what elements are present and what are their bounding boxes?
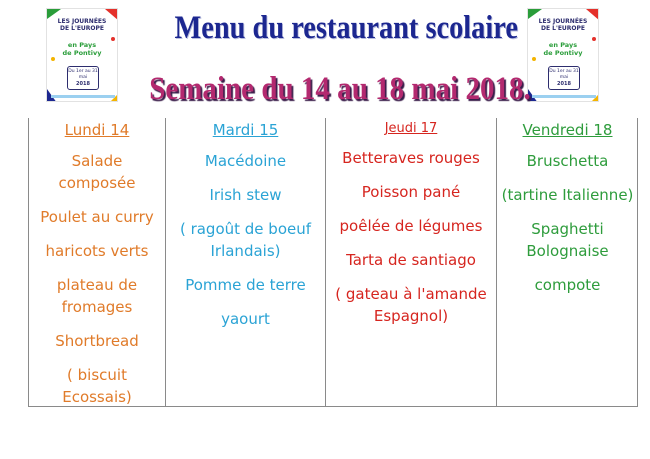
poster-date-badge: Du 1er au 31 mai 2018 (67, 66, 99, 90)
menu-table (28, 118, 638, 407)
dish-item: Spaghetti Bolognaise (526, 220, 609, 260)
poster-subtitle: en Pays de Pontivy (62, 41, 102, 57)
day-heading: Lundi 14 (64, 121, 130, 139)
dish-item: Pomme de terre (185, 276, 306, 294)
dish-item: ( gateau à l'amande Espagnol) (335, 285, 487, 325)
day-heading: Mardi 15 (212, 121, 279, 139)
day-heading: Jeudi 17 (384, 121, 438, 136)
europe-days-poster-left (46, 8, 118, 102)
dish-item: haricots verts (45, 242, 149, 260)
dish-item: compote (534, 276, 601, 294)
dish-item: Irish stew (209, 186, 282, 204)
dish-item: ( ragoût de boeuf Irlandais) (179, 220, 312, 260)
dish-item: Salade composée (58, 152, 136, 192)
day-column-mardi (165, 118, 325, 406)
poster-subtitle: en Pays de Pontivy (543, 41, 583, 57)
dish-item: plateau de fromages (56, 276, 138, 316)
day-column-vendredi (496, 118, 638, 406)
dish-item: Betteraves rouges (342, 149, 480, 167)
poster-date-badge: Du 1er au 31 mai 2018 (548, 66, 580, 90)
dish-item: Macédoine (204, 152, 287, 170)
page-title: Menu du restaurant scolaire (174, 10, 518, 46)
dish-item: Tarta de santiago (346, 251, 476, 269)
dish-item: (tartine Italienne) (501, 186, 634, 204)
dish-item: Poulet au curry (40, 208, 154, 226)
poster-title: LES JOURNÉES DE L'EUROPE (57, 18, 107, 32)
day-heading: Vendredi 18 (522, 121, 613, 139)
dish-item: Poisson pané (361, 183, 461, 201)
day-column-jeudi (325, 118, 496, 406)
day-column-lundi (29, 118, 165, 406)
dish-item: Bruschetta (526, 152, 609, 170)
dish-item: yaourt (221, 310, 270, 328)
dish-item: ( biscuit Ecossais) (62, 366, 132, 406)
poster-title: LES JOURNÉES DE L'EUROPE (538, 18, 588, 32)
dish-item: Shortbread (55, 332, 139, 350)
week-subtitle: Semaine du 14 au 18 mai 2018. (149, 71, 531, 107)
dish-item: poêlée de légumes (339, 217, 483, 235)
